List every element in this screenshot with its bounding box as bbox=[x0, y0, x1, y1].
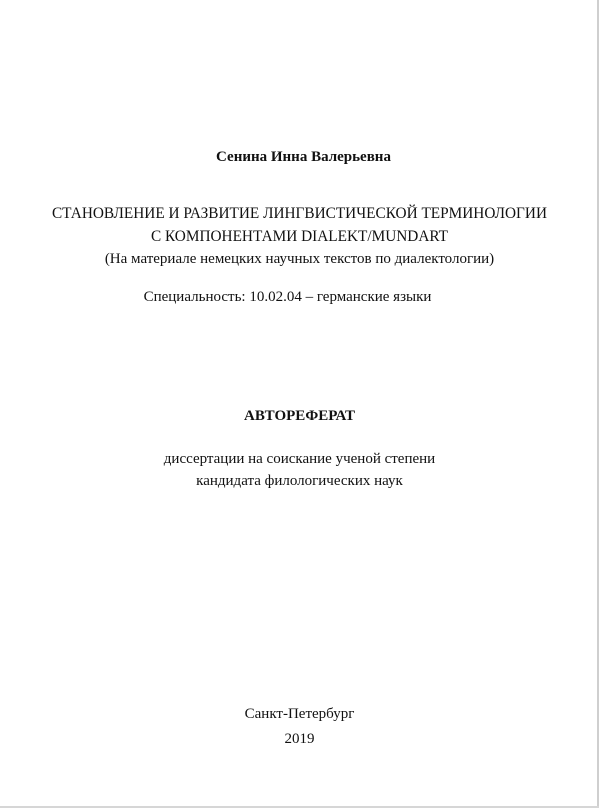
title-line-1: СТАНОВЛЕНИЕ И РАЗВИТИЕ ЛИНГВИСТИЧЕСКОЙ ТЕРМИНОЛОГИИ bbox=[51, 205, 547, 222]
title-line-2: С КОМПОНЕНТАМИ DIALEKT/MUNDART bbox=[150, 228, 449, 245]
document-type: АВТОРЕФЕРАТ bbox=[244, 408, 355, 424]
purpose-line-2: кандидата филологических наук bbox=[196, 473, 403, 489]
author-name: Сенина Инна Валерьевна bbox=[216, 149, 391, 165]
purpose-line-1: диссертации на соискание ученой степени bbox=[163, 451, 436, 467]
subtitle: (На материале немецких научных текстов по диалектологии) bbox=[104, 251, 495, 267]
city: Санкт-Петербург bbox=[244, 706, 355, 722]
year: 2019 bbox=[284, 731, 315, 747]
specialty: Специальность: 10.02.04 – германские языки bbox=[143, 289, 432, 305]
